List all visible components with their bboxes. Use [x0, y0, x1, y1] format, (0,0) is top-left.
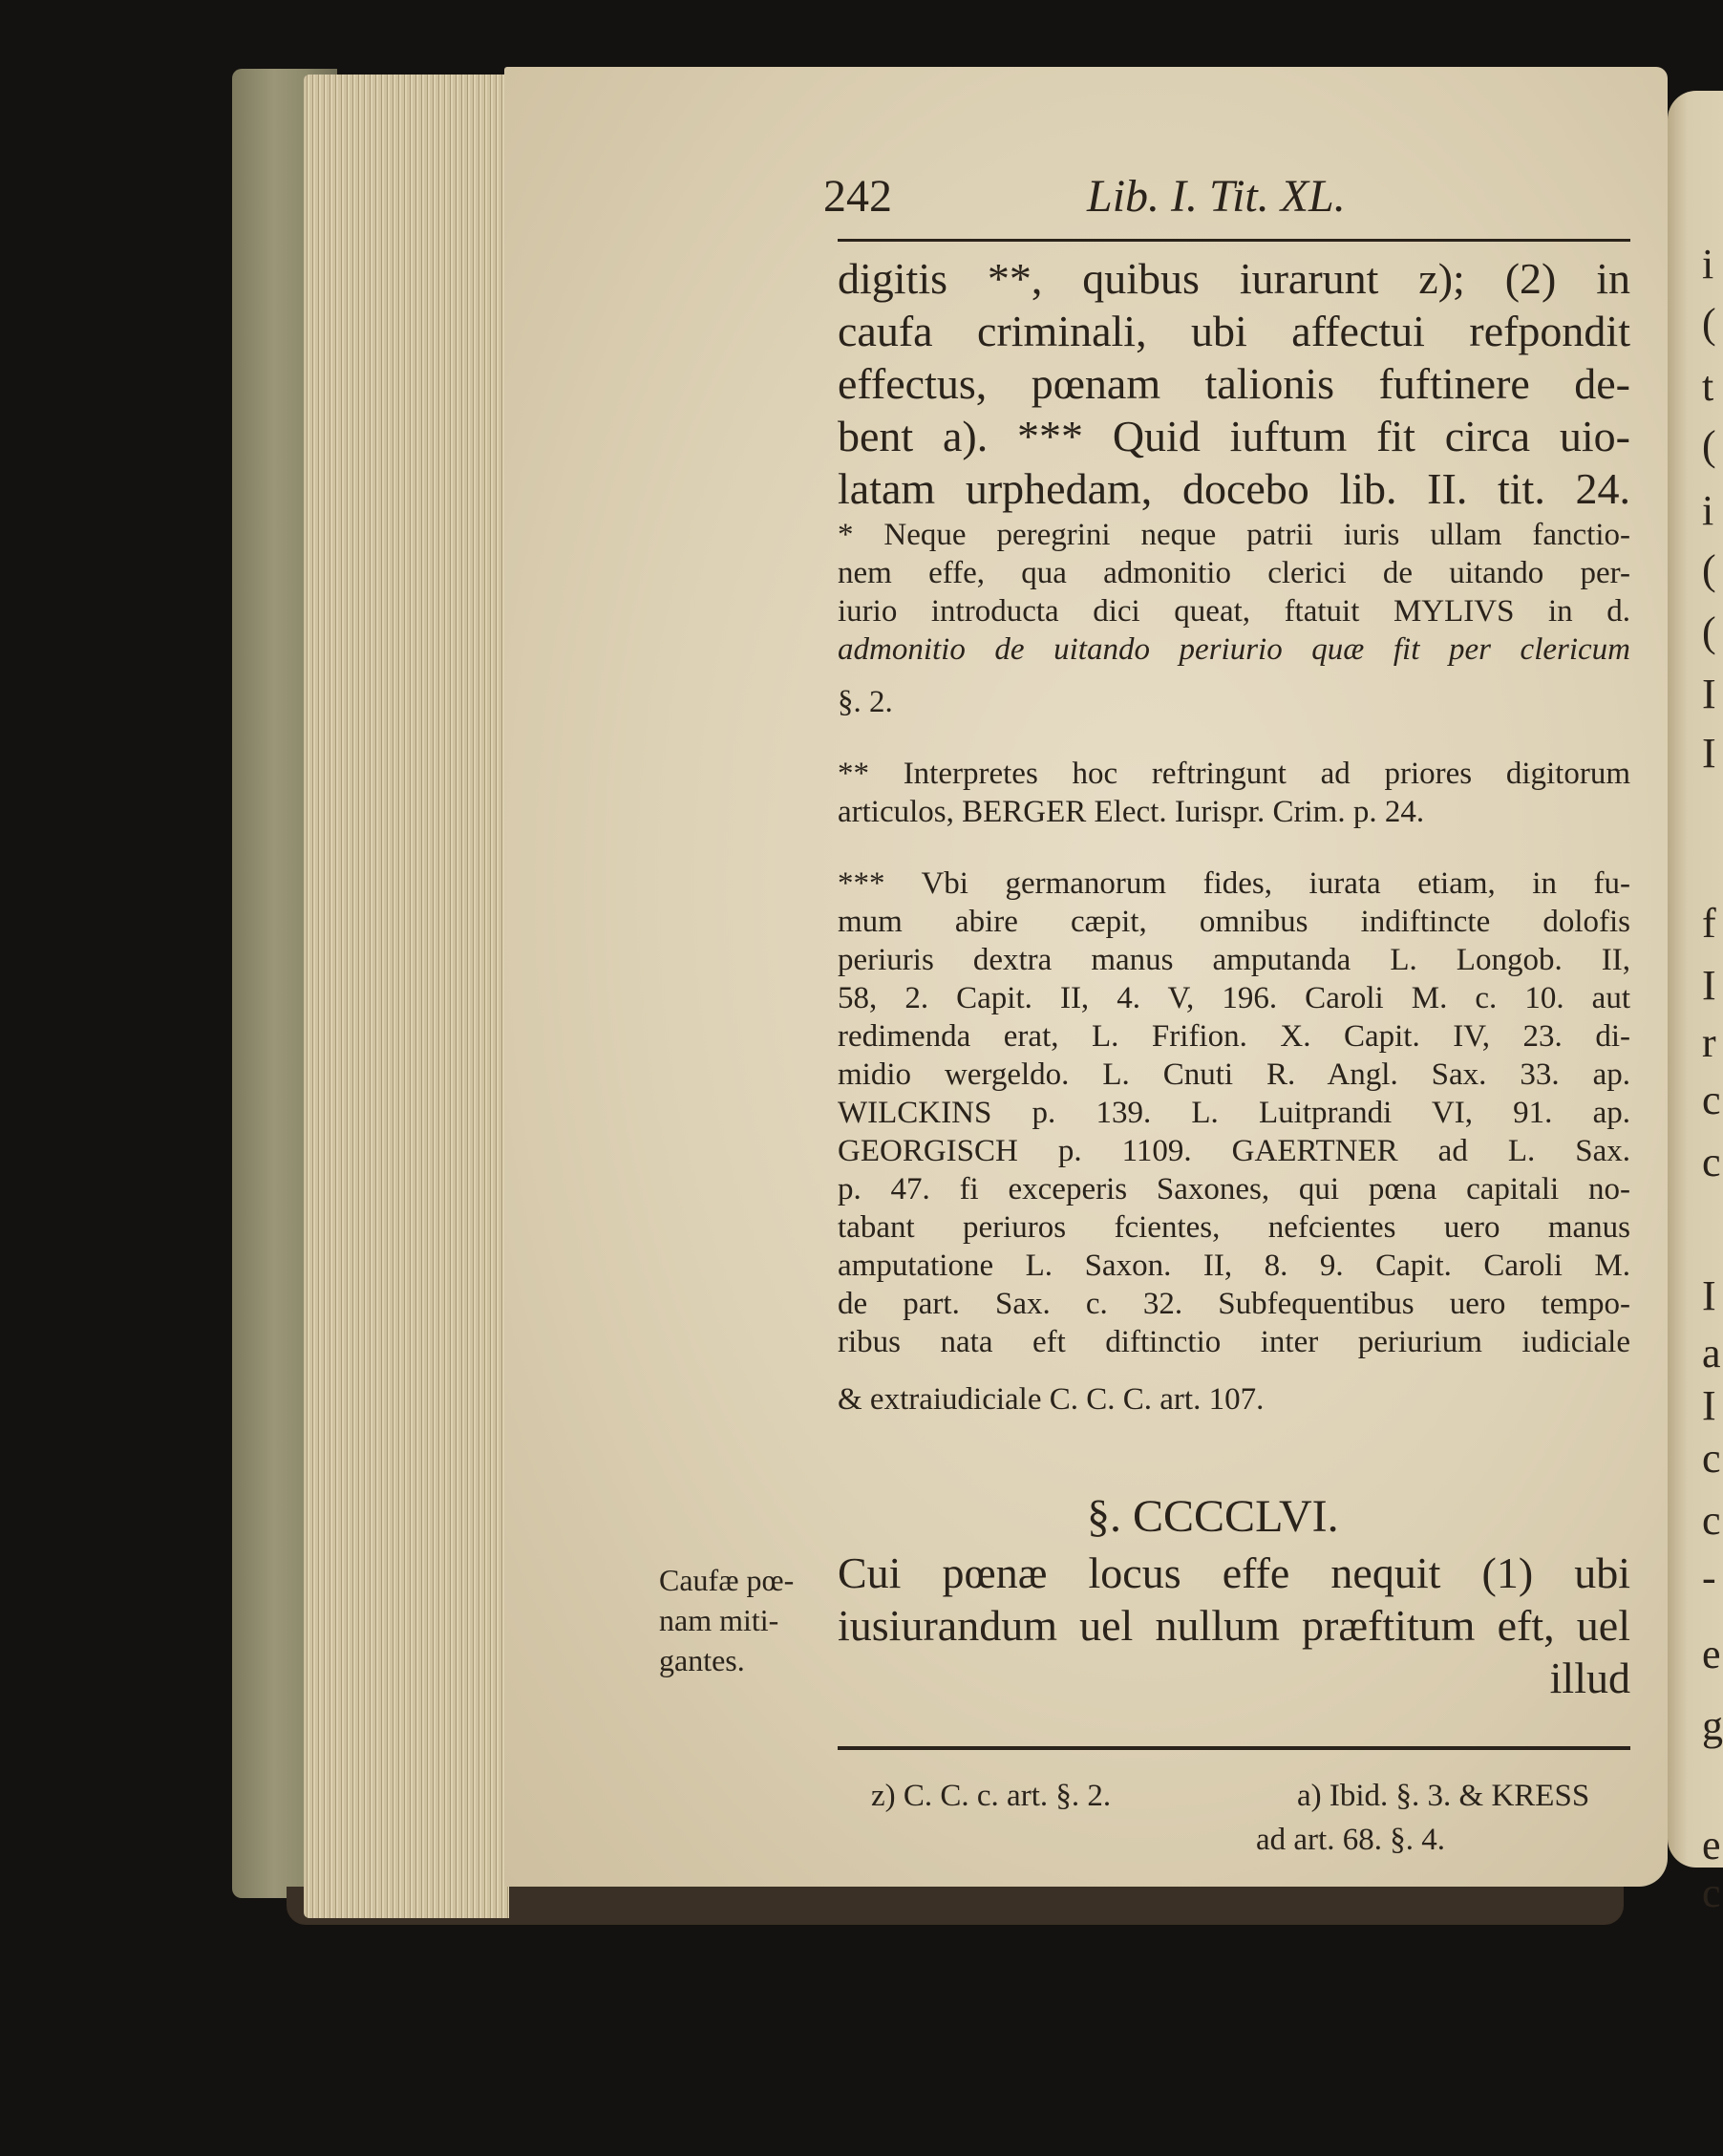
note-line: midio wergeldo. L. Cnuti R. Angl. Sax. 33. ap. [838, 1057, 1630, 1092]
facing-page-letter: t [1702, 363, 1714, 410]
header-rule [838, 239, 1630, 242]
facing-page-letter: e [1702, 1822, 1721, 1868]
facing-page-letter: ( [1702, 546, 1716, 593]
note-line: tabant periuros fcientes, nefcientes uero manus [838, 1210, 1630, 1245]
note-line: de part. Sax. c. 32. Subfequentibus uero tempo- [838, 1287, 1630, 1321]
main-text-line: caufa criminali, ubi affectui refpondit [838, 307, 1630, 355]
margin-note-line: Caufæ pœ- [659, 1563, 795, 1597]
note-line: GEORGISCH p. 1109. GAERTNER ad L. Sax. [838, 1134, 1630, 1168]
facing-page-letter: I [1702, 1272, 1716, 1319]
facing-page-letter: e [1702, 1631, 1721, 1677]
note-line: nem effe, qua admonitio clerici de uitando per- [838, 556, 1630, 590]
facing-page-letter: I [1702, 671, 1716, 717]
note-line: redimenda erat, L. Frifion. X. Capit. IV, 23. di- [838, 1019, 1630, 1054]
facing-page-letter: I [1702, 962, 1716, 1009]
facing-page-letter: g [1702, 1702, 1723, 1749]
section-text-line: Cui pœnæ locus effe nequit (1) ubi [838, 1548, 1630, 1597]
facing-page-letter: i [1702, 241, 1714, 288]
note-line: §. 2. [838, 685, 893, 719]
note-line: * Neque peregrini neque patrii iuris ullam fanctio- [838, 518, 1630, 552]
note-line: *** Vbi germanorum fides, iurata etiam, in fu- [838, 866, 1630, 901]
facing-page-letter: ( [1702, 300, 1716, 347]
section-heading: §. CCCCLVI. [1087, 1491, 1339, 1542]
facing-page-letter: I [1702, 1382, 1716, 1429]
note-line: admonitio de uitando periurio quæ fit per clericum [838, 632, 1630, 667]
main-text-line: digitis **, quibus iurarunt z); (2) in [838, 254, 1630, 303]
facing-page-edge [1668, 91, 1723, 1916]
page-number: 242 [823, 171, 892, 222]
main-text-line: effectus, pœnam talionis fuftinere de- [838, 359, 1630, 408]
facing-page-letter: f [1702, 900, 1716, 947]
running-head: Lib. I. Tit. XL. [1087, 171, 1346, 222]
main-text-line: bent a). *** Quid iuftum fit circa uio- [838, 412, 1630, 460]
footnote-z: z) C. C. c. art. §. 2. [871, 1779, 1112, 1813]
note-line: p. 47. fi exceperis Saxones, qui pœna capitali no- [838, 1172, 1630, 1206]
note-line: ribus nata eft diftinctio inter periurium iudiciale [838, 1325, 1630, 1359]
section-text-line: iusiurandum uel nullum præftitum eft, uel [838, 1601, 1630, 1650]
note-line: 58, 2. Capit. II, 4. V, 196. Caroli M. c. 10. aut [838, 981, 1630, 1015]
facing-page-letter: - [1702, 1554, 1716, 1601]
footnote-a-continued: ad art. 68. §. 4. [1256, 1823, 1445, 1857]
facing-page-letter: a [1702, 1330, 1721, 1377]
margin-note-line: nam miti- [659, 1603, 779, 1637]
facing-page-letter: c [1702, 1139, 1721, 1185]
note-line: amputatione L. Saxon. II, 8. 9. Capit. Caroli M. [838, 1249, 1630, 1283]
facing-page-letter: c [1702, 1497, 1721, 1544]
note-line: iurio introducta dici queat, ftatuit MYLIVS in d. [838, 594, 1630, 629]
facing-page-letter: c [1702, 1077, 1721, 1123]
page-edges [304, 75, 509, 1918]
note-line: ** Interpretes hoc reftringunt ad priores digitorum [838, 757, 1630, 791]
facing-page-letter: c [1702, 1435, 1721, 1482]
note-line: & extraiudiciale C. C. C. art. 107. [838, 1382, 1265, 1417]
main-text-line: latam urphedam, docebo lib. II. tit. 24. [838, 464, 1630, 513]
margin-note-line: gantes. [659, 1643, 745, 1677]
facing-page-letter: ( [1702, 422, 1716, 469]
facing-page-letter: ( [1702, 608, 1716, 655]
footnote-rule [838, 1746, 1630, 1750]
facing-page-letter: i [1702, 487, 1714, 534]
facing-page-letter: r [1702, 1019, 1716, 1066]
footnote-a: a) Ibid. §. 3. & KRESS [1297, 1779, 1590, 1813]
facing-page-letter: c [1702, 1869, 1721, 1916]
note-line: mum abire cæpit, omnibus indiftincte dolofis [838, 905, 1630, 939]
note-line: WILCKINS p. 139. L. Luitprandi VI, 91. ap. [838, 1096, 1630, 1130]
section-text-line: illud [1549, 1654, 1630, 1702]
facing-page-letter: I [1702, 730, 1716, 777]
note-line: articulos, BERGER Elect. Iurispr. Crim. p. 24. [838, 795, 1425, 829]
note-line: periuris dextra manus amputanda L. Longob. II, [838, 943, 1630, 977]
